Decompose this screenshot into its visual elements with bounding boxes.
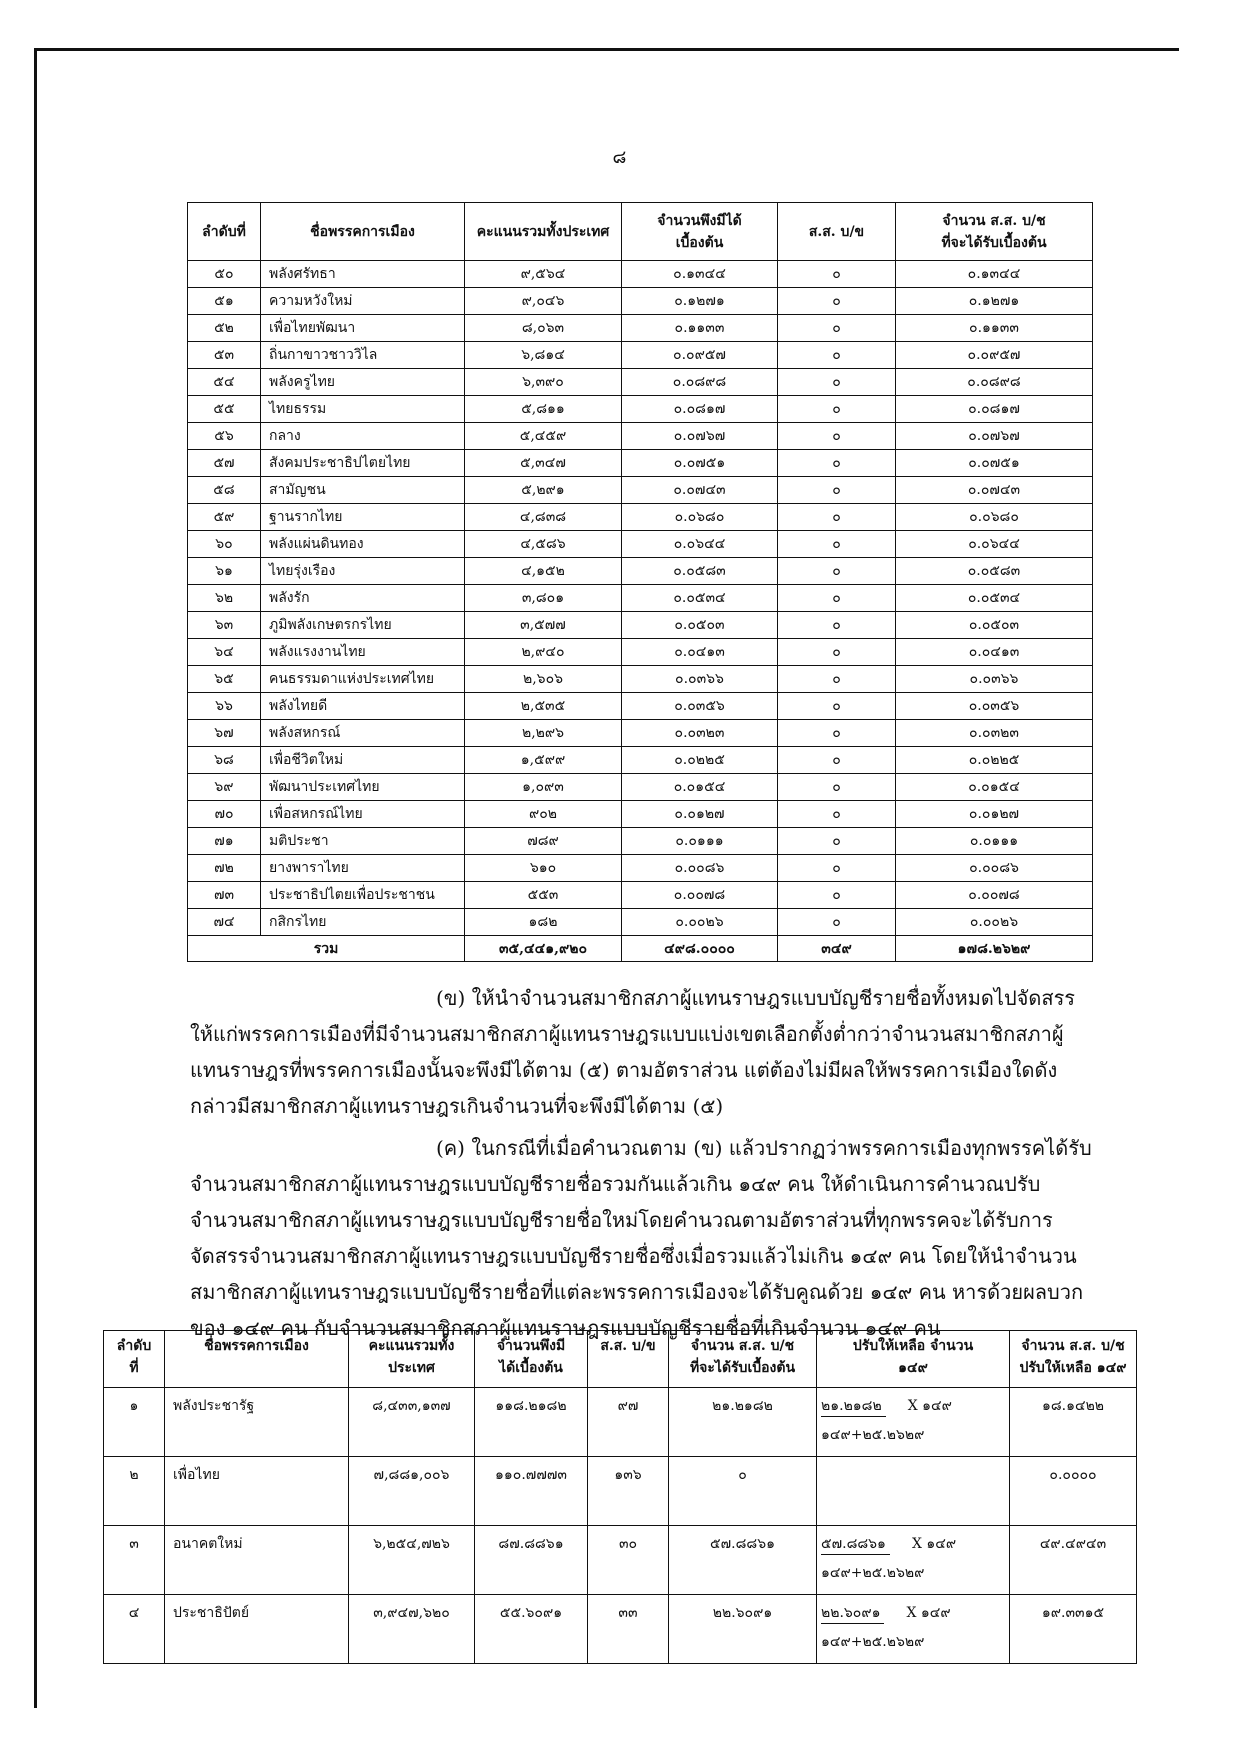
formula-denominator: ๑๔๙+๒๕.๒๖๒๙ (821, 1427, 925, 1443)
cell-total-label: รวม (188, 936, 465, 962)
table-row (104, 1595, 1137, 1664)
cell-list-mp: ๐.๐๐๗๘ (896, 882, 1093, 909)
table-row (188, 747, 1093, 774)
cell-entitled: ๐.๐๓๖๖ (622, 666, 778, 693)
page-number: ๘ (612, 147, 627, 168)
cell-list-mp: ๐.๐๓๕๖ (896, 693, 1093, 720)
cell-order: ๕๑ (188, 288, 261, 315)
table-row (188, 315, 1093, 342)
col-header-constituency-mp: ส.ส. บ/ข (588, 1331, 669, 1388)
cell-order: ๕๘ (188, 477, 261, 504)
cell-constituency-mp: ๐ (778, 288, 896, 315)
cell-order: ๖๔ (188, 639, 261, 666)
cell-adjust-formula (817, 1595, 1010, 1664)
cell-list-mp: ๐.๐๕๐๓ (896, 612, 1093, 639)
cell-entitled: ๐.๐๓๕๖ (622, 693, 778, 720)
cell-constituency-mp: ๐ (778, 423, 896, 450)
cell-order: ๕๗ (188, 450, 261, 477)
cell-party: กสิกรไทย (261, 909, 465, 936)
table-row (188, 369, 1093, 396)
cell-entitled: ๘๗.๘๘๖๑ (475, 1526, 588, 1595)
cell-list-mp: ๐.๐๓๖๖ (896, 666, 1093, 693)
cell-party: กลาง (261, 423, 465, 450)
col-header-party: ชื่อพรรคการเมือง (261, 203, 465, 261)
table-row (188, 288, 1093, 315)
table-row (104, 1526, 1137, 1595)
cell-party: ประชาธิปไตยเพื่อประชาชน (261, 882, 465, 909)
cell-entitled: ๐.๐๐๒๖ (622, 909, 778, 936)
cell-constituency-mp: ๐ (778, 342, 896, 369)
paragraph-b (190, 980, 1095, 1124)
table-row (188, 855, 1093, 882)
cell-entitled: ๐.๐๕๐๓ (622, 612, 778, 639)
cell-total-constituency-mp: ๓๔๙ (778, 936, 896, 962)
cell-entitled: ๐.๐๒๒๕ (622, 747, 778, 774)
cell-list-mp: ๐.๐๕๓๔ (896, 585, 1093, 612)
paragraph-c-rest: จำนวนสมาชิกสภาผู้แทนราษฎรแบบบัญชีรายชื่อรวมกันแล้วเกิน ๑๔๙ คน ให้ดำเนินการคำนวณปรับจำนวนสมาชิกสภาผู้แทนราษฎรแบบบัญชีรายชื่อใหม่โดยคำนวณตามอัตราส่วนที่ทุกพรรคจะได้รับการจัดสรรจำนวนสมาชิกสภาผู้แทนราษฎรแบบบัญชีรายชื่อซึ่งเมื่อรวมแล้วไม่เกิน ๑๔๙ คน โดยให้นำจำนวนสมาชิกสภาผู้แทนราษฎรแบบบัญชีรายชื่อที่แต่ละพรรคการเมืองจะได้รับคูณด้วย ๑๔๙ คน หารด้วยผลบวกของ ๑๔๙ คน กับจำนวนสมาชิกสภาผู้แทนราษฎรแบบบัญชีรายชื่อที่เกินจำนวน ๑๔๙ คน (190, 1172, 1084, 1340)
cell-constituency-mp: ๐ (778, 666, 896, 693)
cell-constituency-mp: ๐ (778, 909, 896, 936)
cell-votes: ๘,๔๓๓,๑๓๗ (349, 1388, 475, 1457)
cell-constituency-mp: ๐ (778, 531, 896, 558)
cell-list-mp: ๐.๐๕๘๓ (896, 558, 1093, 585)
fraction-formula (821, 1603, 1005, 1652)
cell-list-mp: ๐.๐๐๘๖ (896, 855, 1093, 882)
table-row (188, 666, 1093, 693)
cell-list-mp: ๒๒.๖๐๙๑ (669, 1595, 817, 1664)
cell-order: ๖๙ (188, 774, 261, 801)
fraction-formula (821, 1534, 1005, 1583)
cell-order: ๕๓ (188, 342, 261, 369)
table-row (188, 639, 1093, 666)
cell-list-mp: ๐.๑๓๔๔ (896, 261, 1093, 288)
cell-list-mp: ๐.๐๔๑๓ (896, 639, 1093, 666)
cell-constituency-mp: ๐ (778, 855, 896, 882)
cell-entitled: ๐.๐๙๕๗ (622, 342, 778, 369)
cell-constituency-mp: ๐ (778, 720, 896, 747)
cell-order: ๓ (104, 1526, 165, 1595)
col-header-order: ลำดับ ที่ (104, 1331, 165, 1388)
cell-list-mp: ๐.๐๑๑๑ (896, 828, 1093, 855)
cell-order: ๗๐ (188, 801, 261, 828)
cell-entitled: ๐.๑๓๔๔ (622, 261, 778, 288)
cell-order: ๑ (104, 1388, 165, 1457)
cell-constituency-mp: ๐ (778, 558, 896, 585)
cell-list-mp: ๐.๐๒๒๕ (896, 747, 1093, 774)
cell-votes: ๗๘๙ (465, 828, 622, 855)
cell-constituency-mp: ๐ (778, 504, 896, 531)
cell-entitled: ๐.๐๕๓๔ (622, 585, 778, 612)
cell-votes: ๑,๐๙๓ (465, 774, 622, 801)
cell-party: พลังรัก (261, 585, 465, 612)
cell-order: ๕๔ (188, 369, 261, 396)
cell-constituency-mp: ๐ (778, 585, 896, 612)
cell-order: ๕๙ (188, 504, 261, 531)
cell-votes: ๘,๐๖๓ (465, 315, 622, 342)
party-list-table (187, 202, 1093, 962)
cell-party: ถิ่นกาขาวชาววิไล (261, 342, 465, 369)
cell-total-votes: ๓๕,๔๔๑,๙๒๐ (465, 936, 622, 962)
cell-adjusted-mp: ๑๙.๓๓๑๕ (1010, 1595, 1137, 1664)
table-row (188, 882, 1093, 909)
cell-entitled: ๐.๑๒๗๑ (622, 288, 778, 315)
paragraph-c (190, 1130, 1095, 1346)
cell-adjust-formula (817, 1457, 1010, 1526)
table-row (188, 558, 1093, 585)
cell-order: ๖๘ (188, 747, 261, 774)
formula-multiplier: X ๑๔๙ (906, 1605, 951, 1621)
cell-votes: ๕,๒๙๑ (465, 477, 622, 504)
cell-party: ประชาธิปัตย์ (165, 1595, 349, 1664)
cell-votes: ๖,๓๙๐ (465, 369, 622, 396)
table-total-row (188, 936, 1093, 962)
cell-party: พลังศรัทธา (261, 261, 465, 288)
table-row (188, 450, 1093, 477)
cell-order: ๕๐ (188, 261, 261, 288)
table-row (188, 261, 1093, 288)
cell-list-mp: ๒๑.๒๑๘๒ (669, 1388, 817, 1457)
formula-multiplier: X ๑๔๙ (911, 1536, 957, 1552)
col-header-party: ชื่อพรรคการเมือง (165, 1331, 349, 1388)
cell-votes: ๕,๔๕๙ (465, 423, 622, 450)
cell-total-list-mp: ๑๗๘.๒๖๒๙ (896, 936, 1093, 962)
cell-constituency-mp: ๑๓๖ (588, 1457, 669, 1526)
cell-party: ยางพาราไทย (261, 855, 465, 882)
table-row (188, 396, 1093, 423)
cell-list-mp: ๐.๐๖๘๐ (896, 504, 1093, 531)
cell-party: พลังแผ่นดินทอง (261, 531, 465, 558)
table-row (104, 1457, 1137, 1526)
cell-order: ๖๓ (188, 612, 261, 639)
cell-party: พลังครูไทย (261, 369, 465, 396)
adjustment-table (103, 1330, 1137, 1664)
table-header-row (188, 203, 1093, 261)
cell-entitled: ๐.๐๐๘๖ (622, 855, 778, 882)
cell-party: พลังไทยดี (261, 693, 465, 720)
cell-votes: ๓,๘๐๑ (465, 585, 622, 612)
cell-party: ภูมิพลังเกษตรกรไทย (261, 612, 465, 639)
cell-entitled: ๐.๐๐๗๘ (622, 882, 778, 909)
cell-party: พลังแรงงานไทย (261, 639, 465, 666)
cell-order: ๖๒ (188, 585, 261, 612)
cell-party: ไทยธรรม (261, 396, 465, 423)
cell-list-mp: ๐.๐๖๔๔ (896, 531, 1093, 558)
cell-list-mp: ๐.๐๐๒๖ (896, 909, 1093, 936)
cell-order: ๖๑ (188, 558, 261, 585)
col-header-adjust-formula: ปรับให้เหลือ จำนวน ๑๔๙ (817, 1331, 1010, 1388)
cell-constituency-mp: ๐ (778, 828, 896, 855)
cell-party: ความหวังใหม่ (261, 288, 465, 315)
cell-entitled: ๐.๐๑๕๔ (622, 774, 778, 801)
formula-numerator: ๒๒.๖๐๙๑ (821, 1603, 884, 1624)
cell-votes: ๕,๓๔๗ (465, 450, 622, 477)
cell-list-mp: ๕๗.๘๘๖๑ (669, 1526, 817, 1595)
cell-votes: ๑๘๒ (465, 909, 622, 936)
cell-adjusted-mp: ๑๘.๑๔๒๒ (1010, 1388, 1137, 1457)
cell-constituency-mp: ๐ (778, 693, 896, 720)
cell-order: ๕๒ (188, 315, 261, 342)
cell-constituency-mp: ๐ (778, 882, 896, 909)
cell-order: ๖๖ (188, 693, 261, 720)
cell-list-mp: ๐.๐๗๔๓ (896, 477, 1093, 504)
cell-votes: ๑,๕๙๙ (465, 747, 622, 774)
table-row (188, 693, 1093, 720)
cell-entitled: ๑๑๘.๒๑๘๒ (475, 1388, 588, 1457)
cell-votes: ๗,๘๘๑,๐๐๖ (349, 1457, 475, 1526)
formula-denominator: ๑๔๙+๒๕.๒๖๒๙ (821, 1634, 925, 1650)
table-header-row (104, 1331, 1137, 1388)
cell-list-mp: ๐.๐๗๕๑ (896, 450, 1093, 477)
cell-votes: ๒,๙๔๐ (465, 639, 622, 666)
cell-constituency-mp: ๐ (778, 477, 896, 504)
cell-list-mp: ๐.๑๒๗๑ (896, 288, 1093, 315)
cell-entitled: ๐.๐๔๑๓ (622, 639, 778, 666)
cell-order: ๗๓ (188, 882, 261, 909)
cell-adjust-formula (817, 1526, 1010, 1595)
cell-order: ๔ (104, 1595, 165, 1664)
cell-entitled: ๐.๐๑๑๑ (622, 828, 778, 855)
cell-votes: ๙,๐๔๖ (465, 288, 622, 315)
col-header-entitled: จำนวนพึงมี ได้เบื้องต้น (475, 1331, 588, 1388)
cell-list-mp: ๐.๑๑๓๓ (896, 315, 1093, 342)
cell-party: เพื่อสหกรณ์ไทย (261, 801, 465, 828)
cell-constituency-mp: ๐ (778, 639, 896, 666)
cell-entitled: ๐.๐๕๘๓ (622, 558, 778, 585)
cell-entitled: ๑๑๐.๗๗๗๓ (475, 1457, 588, 1526)
cell-list-mp: ๐.๐๗๖๗ (896, 423, 1093, 450)
cell-votes: ๙,๕๖๔ (465, 261, 622, 288)
table-row (188, 828, 1093, 855)
cell-list-mp: ๐.๐๘๑๗ (896, 396, 1093, 423)
cell-votes: ๒,๖๐๖ (465, 666, 622, 693)
paragraph-b-lead: (ข) ให้นำจำนวนสมาชิกสภาผู้แทนราษฎรแบบบัญชีรายชื่อทั้งหมดไปจัดสรรให้แก่ (190, 986, 1076, 1046)
cell-party: มติประชา (261, 828, 465, 855)
cell-order: ๒ (104, 1457, 165, 1526)
cell-entitled: ๐.๐๖๘๐ (622, 504, 778, 531)
cell-entitled: ๐.๐๑๒๗ (622, 801, 778, 828)
cell-votes: ๔,๑๕๒ (465, 558, 622, 585)
table-row (188, 585, 1093, 612)
table-row (188, 801, 1093, 828)
col-header-constituency-mp: ส.ส. บ/ข (778, 203, 896, 261)
fraction-formula (821, 1396, 1005, 1445)
cell-party: พลังสหกรณ์ (261, 720, 465, 747)
table-row (188, 342, 1093, 369)
cell-votes: ๓,๙๔๗,๖๒๐ (349, 1595, 475, 1664)
cell-constituency-mp: ๐ (778, 612, 896, 639)
cell-party: ไทยรุ่งเรือง (261, 558, 465, 585)
cell-votes: ๒,๕๓๕ (465, 693, 622, 720)
col-header-list-mp: จำนวน ส.ส. บ/ช ที่จะได้รับเบื้องต้น (669, 1331, 817, 1388)
table-row (188, 612, 1093, 639)
cell-entitled: ๐.๐๗๖๗ (622, 423, 778, 450)
cell-constituency-mp: ๐ (778, 774, 896, 801)
cell-constituency-mp: ๐ (778, 261, 896, 288)
cell-constituency-mp: ๐ (778, 396, 896, 423)
cell-order: ๗๒ (188, 855, 261, 882)
col-header-entitled: จำนวนพึงมีได้ เบื้องต้น (622, 203, 778, 261)
cell-order: ๖๗ (188, 720, 261, 747)
cell-party: เพื่อไทยพัฒนา (261, 315, 465, 342)
top-border-line (34, 48, 1179, 51)
cell-adjusted-mp: ๔๙.๔๙๔๓ (1010, 1526, 1137, 1595)
formula-numerator: ๕๗.๘๘๖๑ (821, 1534, 890, 1555)
table-row (104, 1388, 1137, 1457)
formula-numerator: ๒๑.๒๑๘๒ (821, 1396, 886, 1417)
cell-entitled: ๕๕.๖๐๙๑ (475, 1595, 588, 1664)
cell-order: ๗๑ (188, 828, 261, 855)
cell-order: ๗๔ (188, 909, 261, 936)
col-header-votes: คะแนนรวมทั้ง ประเทศ (349, 1331, 475, 1388)
col-header-order: ลำดับที่ (188, 203, 261, 261)
cell-party: ฐานรากไทย (261, 504, 465, 531)
cell-list-mp: ๐.๐๓๒๓ (896, 720, 1093, 747)
table-row (188, 423, 1093, 450)
table-row (188, 720, 1093, 747)
cell-votes: ๔,๕๘๖ (465, 531, 622, 558)
cell-order: ๕๖ (188, 423, 261, 450)
cell-votes: ๕,๘๑๑ (465, 396, 622, 423)
cell-entitled: ๐.๐๘๑๗ (622, 396, 778, 423)
cell-entitled: ๐.๐๗๔๓ (622, 477, 778, 504)
cell-party: พัฒนาประเทศไทย (261, 774, 465, 801)
left-border-line (34, 48, 37, 1708)
cell-entitled: ๐.๐๗๕๑ (622, 450, 778, 477)
cell-constituency-mp: ๙๗ (588, 1388, 669, 1457)
table-row (188, 477, 1093, 504)
formula-denominator: ๑๔๙+๒๕.๒๖๒๙ (821, 1565, 925, 1581)
cell-votes: ๙๐๒ (465, 801, 622, 828)
col-header-votes: คะแนนรวมทั้งประเทศ (465, 203, 622, 261)
cell-constituency-mp: ๓๓ (588, 1595, 669, 1664)
table-row (188, 504, 1093, 531)
cell-list-mp: ๐.๐๑๒๗ (896, 801, 1093, 828)
cell-votes: ๖,๘๑๔ (465, 342, 622, 369)
cell-votes: ๖,๒๕๔,๗๒๖ (349, 1526, 475, 1595)
formula-multiplier: X ๑๔๙ (907, 1398, 952, 1414)
cell-votes: ๔,๘๓๘ (465, 504, 622, 531)
cell-entitled: ๐.๐๖๔๔ (622, 531, 778, 558)
cell-constituency-mp: ๓๐ (588, 1526, 669, 1595)
cell-constituency-mp: ๐ (778, 369, 896, 396)
cell-party: สามัญชน (261, 477, 465, 504)
cell-entitled: ๐.๐๘๙๘ (622, 369, 778, 396)
cell-constituency-mp: ๐ (778, 315, 896, 342)
cell-order: ๕๕ (188, 396, 261, 423)
cell-party: พลังประชารัฐ (165, 1388, 349, 1457)
cell-constituency-mp: ๐ (778, 801, 896, 828)
cell-order: ๖๕ (188, 666, 261, 693)
cell-constituency-mp: ๐ (778, 450, 896, 477)
cell-votes: ๒,๒๙๖ (465, 720, 622, 747)
table-row (188, 531, 1093, 558)
paragraph-c-lead: (ค) ในกรณีที่เมื่อคำนวณตาม (ข) แล้วปรากฏว่าพรรคการเมืองทุกพรรคได้รับ (436, 1136, 1092, 1160)
cell-party: เพื่อไทย (165, 1457, 349, 1526)
table-row (188, 909, 1093, 936)
col-header-adjusted-mp: จำนวน ส.ส. บ/ช ปรับให้เหลือ ๑๔๙ (1010, 1331, 1137, 1388)
col-header-list-mp: จำนวน ส.ส. บ/ช ที่จะได้รับเบื้องต้น (896, 203, 1093, 261)
cell-votes: ๕๕๓ (465, 882, 622, 909)
paragraph-b-rest: พรรคการเมืองที่มีจำนวนสมาชิกสภาผู้แทนราษฎรแบบแบ่งเขตเลือกตั้งต่ำกว่าจำนวนสมาชิกสภาผู้แทนราษฎรที่พรรคการเมืองนั้นจะพึงมีได้ตาม (๕) ตามอัตราส่วน แต่ต้องไม่มีผลให้พรรคการเมืองใดดังกล่าวมีสมาชิกสภาผู้แทนราษฎรเกินจำนวนที่จะพึงมีได้ตาม (๕) (190, 1022, 1064, 1118)
cell-party: สังคมประชาธิปไตยไทย (261, 450, 465, 477)
cell-adjust-formula (817, 1388, 1010, 1457)
cell-total-entitled: ๔๙๘.๐๐๐๐ (622, 936, 778, 962)
cell-list-mp: ๐.๐๙๕๗ (896, 342, 1093, 369)
cell-order: ๖๐ (188, 531, 261, 558)
cell-entitled: ๐.๑๑๓๓ (622, 315, 778, 342)
table-row (188, 774, 1093, 801)
cell-list-mp: ๐ (669, 1457, 817, 1526)
cell-party: อนาคตใหม่ (165, 1526, 349, 1595)
cell-party: คนธรรมดาแห่งประเทศไทย (261, 666, 465, 693)
cell-list-mp: ๐.๐๑๕๔ (896, 774, 1093, 801)
cell-party: เพื่อชีวิตใหม่ (261, 747, 465, 774)
cell-entitled: ๐.๐๓๒๓ (622, 720, 778, 747)
cell-adjusted-mp: ๐.๐๐๐๐ (1010, 1457, 1137, 1526)
cell-votes: ๖๑๐ (465, 855, 622, 882)
cell-list-mp: ๐.๐๘๙๘ (896, 369, 1093, 396)
cell-constituency-mp: ๐ (778, 747, 896, 774)
cell-votes: ๓,๕๗๗ (465, 612, 622, 639)
